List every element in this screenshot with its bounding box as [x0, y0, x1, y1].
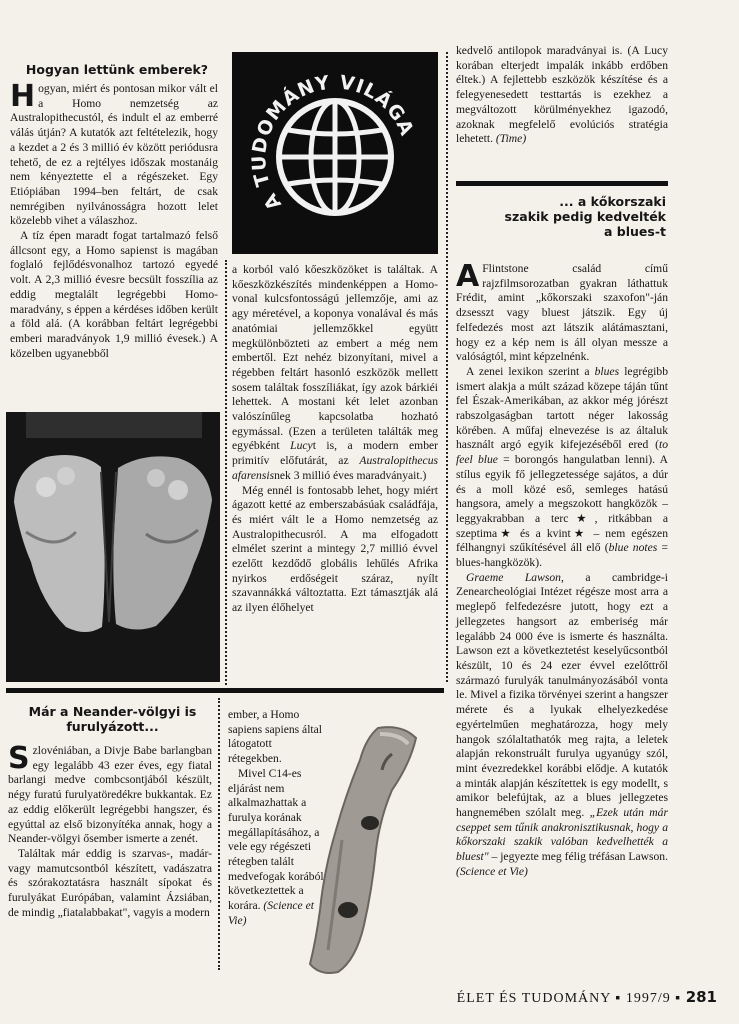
article2-title-line3: a blues-t [604, 224, 666, 239]
article1-title: Hogyan lettünk emberek? [25, 62, 209, 77]
article1-p1: ogyan, miért és pontosan mikor vált el a Homo nemzetség az Australopithecustól, és indult el az emberré válás útján? A kutatók azt feltételezik, hogy a kezdet a 2 és 3 millió év között periódusra tehető, de ez a rejtélyes időszak mostanáig nem kényeztette el a régészeket. Egy Etiópiában 1994–ben feltárt, de csak nemrégiben nyilvánosságra hozott lelet közelebb vihet a válaszhoz. [10, 82, 218, 228]
article3-source: (Science et Vie) [228, 899, 314, 927]
article2-p3-end: – jegyezte meg félig tréfásan Lawson. [488, 850, 668, 864]
article2-p2d: = blues-hangközök). [456, 541, 668, 570]
article2-title-line2: szakik pedig kedvelték [504, 209, 666, 224]
afarensis-name: Australopithecus afarensis [232, 454, 438, 482]
neanderthal-flute-photo [280, 720, 440, 980]
bone-flute-icon [280, 720, 440, 980]
article1-col2-p2: Még ennél is fontosabb lehet, hogy miért ágazott ketté az emberszabásúak családfája, és miért vált le a Homo nemzetség az Australopithecusról. A ma elfogadott elmélet szerint a mintegy 2,7 millió évvel ezelőtt kezdődő globális lehűlés Afrika nyirkos erdőségeit száraz, nyílt szavannákká változtatta. Ezt támasztják alá az ilyen élőhelyet [232, 483, 438, 615]
issue-number: 1997/9 [625, 991, 671, 1006]
article3-title-line2: furulyázott... [66, 719, 159, 734]
article2-p2b: legrégibb ismert alakja a múlt század közepe táján tűnt fel Észak-Amerikában, az akkor még jórészt rabszolgaságban tartott néger lakosság körében. A műfaj elnevezése is az általuk használt argó egyik kifejezéséből ered ( [456, 364, 668, 452]
logo-arc-text: A TUDOMÁNY VILÁGA [248, 71, 419, 214]
blues-word: blues [594, 364, 620, 378]
article3-top-rule [6, 688, 444, 693]
author-name: Graeme Lawson [466, 570, 561, 584]
article1-source: (Time) [495, 132, 527, 146]
article2-p2c: = borongós hangulatban lenni). A stílus egyik fő jellegzetessége sajátos, a dúr és a moll közé eső, semleges hatású hangsora, amely a megszokott hangközök – leggyakrabban a terc★, ritkábban a szeptima★ és a kvint★ – nem egészen félhangnyi szűkítésével áll elő ( [456, 453, 668, 555]
lawson-quote: „Ezek után már cseppet sem tűnik anakronisztikusnak, hogy a kőkorszaki szakik valóban kedvelhették a bluest" [456, 806, 668, 864]
footer-bullet-2: ▪ [675, 991, 682, 1006]
article3-title [10, 704, 215, 734]
article3-col2-p1: ember, a Homo sapiens sapiens által látogatott rétegekben. [228, 708, 323, 766]
to-feel-blue: to feel blue [456, 438, 668, 467]
magazine-name: ÉLET ÉS TUDOMÁNY [456, 991, 611, 1006]
article1-col3-p1: kedvelő antilopok maradványai is. (A Lucy korában elterjedt impalák inkább erdőben éltek.) A fejlettebb eszközök készítése és a felegyenesedett testtartás is ezekhez a megváltozott körülményekhez igazodó, azoknak megfelelő evolúciós stratégia lehetett. [456, 44, 668, 146]
article2-source: (Science et Vie) [456, 864, 528, 878]
page-number: 281 [685, 988, 717, 1006]
jaw-fossil-icon [6, 412, 220, 682]
page-footer [412, 988, 717, 1007]
article1-col1-top [10, 79, 218, 361]
article3-title-line1: Már a Neander-völgyi is [28, 704, 197, 719]
article3-p1: zlovéniában, a Divje Babe barlangban egy legalább 43 ezer éves, egy fiatal barlangi medve combcsontjából készült, négy furatú furulyatöredékre bukkantak. Ez az eddig előkerült legrégebbi hangszer, és egyúttal az első bizonyítéka annak, hogy a Neander-völgyi ősember ismerte a zenét. [8, 744, 212, 846]
dropcap-h: H [10, 79, 36, 114]
article1-col2-p1b: t is, a modern ember primitív előfutárát, az [232, 439, 438, 468]
article3-p2: Találtak már eddig is szarvas-, madár- vagy mamutcsontból készített, vadászatra és szórakoztatásra használt sípokat és furulyákat Európában, valamint Ázsiában, de mindig „fiatalabbakat", vagyis a modern [8, 846, 212, 919]
footer-bullet-1: ▪ [615, 991, 622, 1006]
article3-col2-p2: Mivel C14-es eljárást nem alkalmazhattak a furulya korának megállapításához, a vele egy régészeti rétegben talált medvefogak korából következtettek a korára. [228, 766, 324, 913]
article1-col2-p1c: nek 3 millió éves maradványait.) [274, 468, 427, 482]
column-rule-right [446, 52, 448, 682]
article2-title-line1: ... a kőkorszaki [559, 194, 666, 209]
article2-title [456, 194, 666, 239]
article2-top-rule [456, 181, 668, 186]
article2-p3: , a cambridge-i Zenearcheológiai Intézet régésze most arra a meglepő felfedezésre jutott, hogy ezt a jellegzetes hangsort az emberiség már legalább 24 000 éve is ismerte és használta. Lawson ezt a következtetést keselyűcsontból készült, 10 és 24 ezer évvel ezelőttről származó furulyák tanulmányozásából vonta le. Mivel a fizika törvényei szerint a hangszer mérete és a lyukak elhelyezkedése egyértelműen meghatározza, hogy mely hangok szólaltathatók meg rajta, a leletek alapján rekonstruált furulya ugyanúgy szól, mint évezredekkel korábbi elődje. A kutatók a minták alapján készítettek is egy modellt, s amikor belefújtak, az a blues jellegzetes hangnemében szólalt meg. [456, 570, 668, 820]
globe-logo-icon [232, 52, 438, 254]
article2-body [456, 259, 668, 880]
article3-col1 [8, 741, 212, 920]
article1-col3 [456, 44, 668, 147]
article2-p1: Flintstone család című rajzfilmsorozatban gyakran láthattuk Frédit, amint „kőkorszaki szaxofon"-ján dzsesszt vagy bluest játszik. Egy új felfedezés most azt látszik alátámasztani, hogy ez a kép nem is áll olyan messze a valóságtól, mint képzelnénk. [456, 262, 668, 364]
dropcap-a: A [456, 259, 480, 294]
article2-p2a: A zenei lexikon szerint a [466, 364, 595, 378]
upper-jaw-fossil-photo [6, 412, 220, 682]
blue-notes: blue notes [608, 541, 658, 555]
dropcap-s: S [8, 741, 30, 776]
article1-p2: A tíz épen maradt fogat tartalmazó felső állcsont egy, a Homo sapienst is magában foglaló fejlődésvonalhoz tartozó egyedé volt. A 2,3 millió évesre becsült fosszília az eddig megtalált legrégebbi Homo-maradvány, s éppen a kérdéses időben került a föld alá. (A korábban feltárt legrégebbi emberi maradványok 1,9 millió évesek.) A közelben ugyanebből [10, 229, 218, 360]
column-rule-left [225, 260, 227, 685]
article1-col2-p1: a korból való kőeszközöket is találtak. A kőeszközkészítés mindenképpen a Homo-vonal kulcsfontosságú jellemzője, ami az agy méretével, a koponya vonalával és más anatómiai jellemzőkkel együtt megkülönbözteti az embert a még nem embertől. Ezt nehéz bizonyítani, mivel a régebben feltárt hasonló eszközök mellett sosem találtak fosszíliákat, így azok bárkiéi lehettek. A mostani két lelet azonban valószínűleg kapcsolatba hozható egymással. (Ezen a területen találták meg egyébként [232, 263, 438, 453]
lucy-name: Lucy [290, 439, 313, 453]
column-rule-bottom [218, 698, 220, 970]
tudomany-vilaga-logo [232, 52, 438, 254]
article1-col2 [232, 263, 438, 616]
